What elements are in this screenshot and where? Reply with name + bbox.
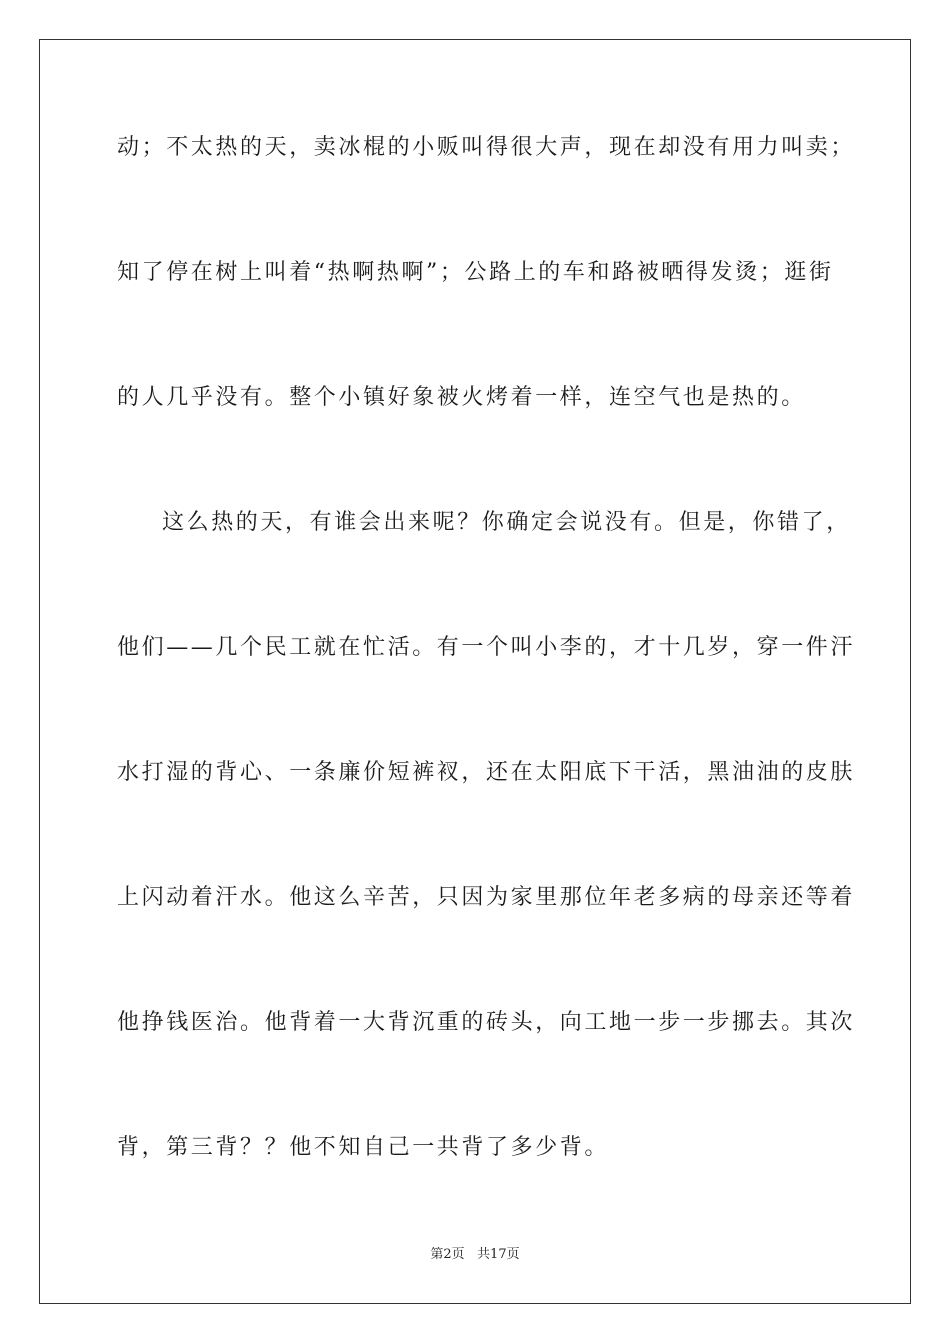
page-footer: 第2页 共17页	[430, 1247, 520, 1262]
text-line-1: 动；不太热的天，卖冰棍的小贩叫得很大声，现在却没有用力叫卖；	[117, 135, 856, 160]
text-line-6: 水打湿的背心、一条廉价短裤衩，还在太阳底下干活，黑油油的皮肤	[117, 760, 856, 785]
text-line-9: 背，第三背？？他不知自己一共背了多少背。	[117, 1135, 610, 1160]
text-line-8: 他挣钱医治。他背着一大背沉重的砖头，向工地一步一步挪去。其次	[117, 1010, 856, 1035]
text-line-5: 他们——几个民工就在忙活。有一个叫小李的，才十几岁，穿一件汗	[117, 635, 856, 660]
text-line-3: 的人几乎没有。整个小镇好象被火烤着一样，连空气也是热的。	[117, 385, 806, 410]
text-line-2: 知了停在树上叫着“热啊热啊”；公路上的车和路被晒得发烫；逛街	[117, 260, 834, 285]
text-line-4-paragraph-start: 这么热的天，有谁会出来呢？你确定会说没有。但是，你错了，	[162, 510, 851, 535]
page-border	[39, 39, 911, 1304]
text-line-7: 上闪动着汗水。他这么辛苦，只因为家里那位年老多病的母亲还等着	[117, 885, 856, 910]
